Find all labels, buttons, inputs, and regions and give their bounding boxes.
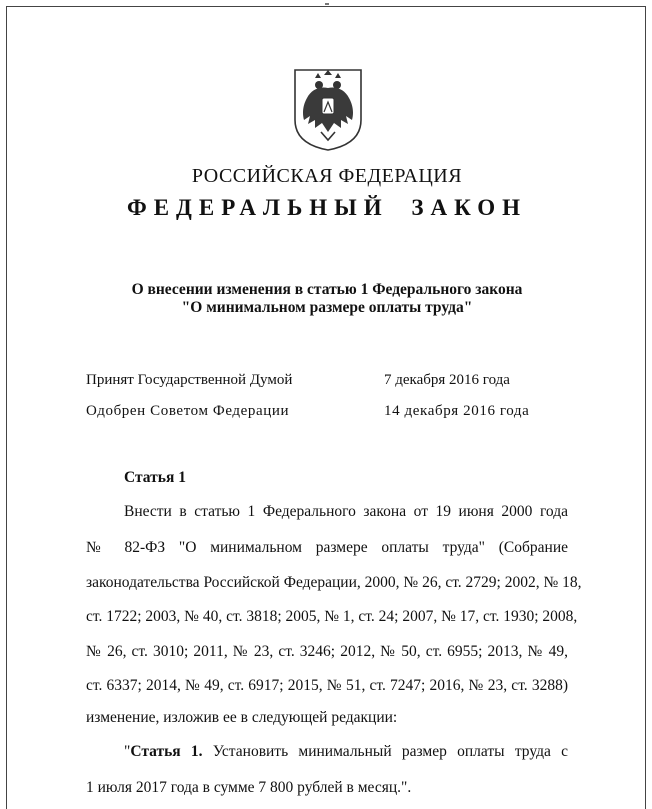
quoted-article-heading: Статья 1. xyxy=(130,743,203,760)
article-text-line: законодательства Российской Федерации, 2000, № 26, ст. 2729; 2002, № 18, xyxy=(86,574,582,591)
adopted-label: Принят Государственной Думой xyxy=(86,372,293,388)
approved-label: Одобрен Советом Федерации xyxy=(86,403,290,419)
document-page xyxy=(6,6,646,809)
document-type-heading: ФЕДЕРАЛЬНЫЙ ЗАКОН xyxy=(126,195,528,220)
article-text-line: ст. 1722; 2003, № 40, ст. 3818; 2005, № 1, ст. 24; 2007, № 17, ст. 1930; 2008, xyxy=(86,608,578,625)
law-title-line-2: "О минимальном размере оплаты труда" xyxy=(181,299,473,316)
adopted-date: 7 декабря 2016 года xyxy=(384,372,510,388)
article-text-line: ст. 6337; 2014, № 49, ст. 6917; 2015, № 51, ст. 7247; 2016, № 23, ст. 3288) xyxy=(86,677,568,694)
coat-of-arms-emblem xyxy=(293,68,363,152)
article-text-line: № 82-ФЗ "О минимальном размере оплаты труда" (Собрание xyxy=(86,539,568,556)
article-text-line: № 26, ст. 3010; 2011, № 23, ст. 3246; 2012, № 50, ст. 6955; 2013, № 49, xyxy=(86,643,568,660)
article-text-line: изменение, изложив ее в следующей редакции: xyxy=(86,709,398,726)
country-name: РОССИЙСКАЯ ФЕДЕРАЦИЯ xyxy=(191,165,463,187)
quoted-article-line xyxy=(124,743,568,761)
approved-date: 14 декабря 2016 года xyxy=(384,403,530,419)
law-title-line-1: О внесении изменения в статью 1 Федерального закона xyxy=(131,281,523,298)
page-edge-mark xyxy=(325,3,329,5)
quote-open-mark: " xyxy=(124,743,131,760)
quoted-article-last-line: 1 июля 2017 года в сумме 7 800 рублей в месяц.". xyxy=(86,779,412,796)
article-heading: Статья 1 xyxy=(124,469,186,486)
article-text-line: Внести в статью 1 Федерального закона от 19 июня 2000 года xyxy=(124,503,568,520)
quoted-article-text: Установить минимальный размер оплаты труда с xyxy=(202,743,569,760)
